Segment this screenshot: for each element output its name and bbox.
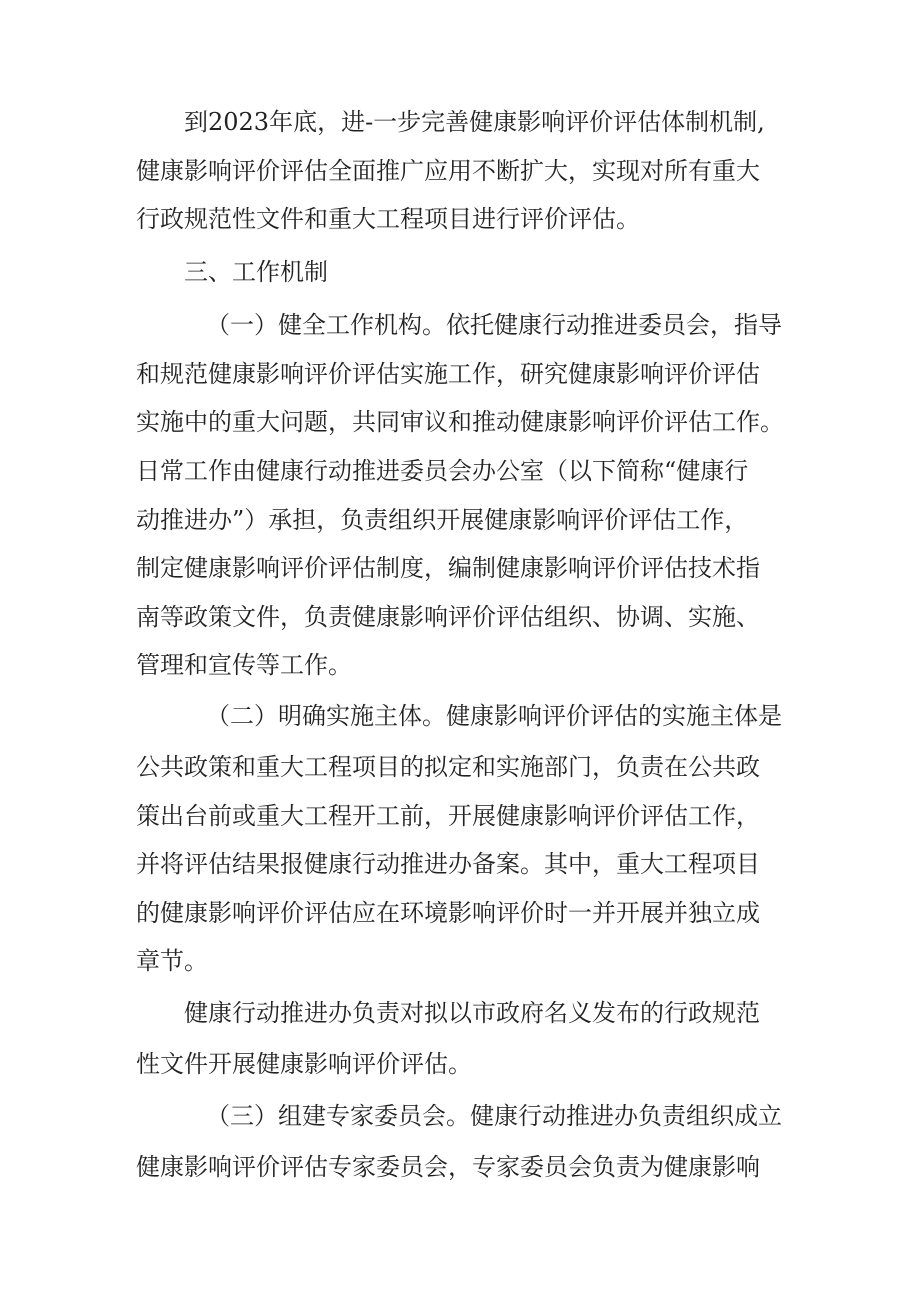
heading-text: 三、工作机制 bbox=[184, 257, 328, 286]
paragraph-line: 策出台前或重大工程开工前，开展健康影响评价评估工作， bbox=[136, 801, 760, 830]
paragraph-line: 章节。 bbox=[136, 947, 208, 976]
paragraph-line: 制定健康影响评价评估制度，编制健康影响评价评估技术指 bbox=[136, 554, 760, 583]
paragraph-line: （二）明确实施主体。健康影响评价评估的实施主体是 bbox=[206, 701, 782, 730]
paragraph-line: 性文件开展健康影响评价评估。 bbox=[136, 1049, 472, 1078]
paragraph-line: 到2023年底，进-一步完善健康影响评价评估体制机制, bbox=[184, 108, 765, 136]
paragraph-work-organization bbox=[136, 300, 800, 690]
paragraph-line: 和规范健康影响评价评估实施工作，研究健康影响评价评估 bbox=[136, 359, 760, 388]
paragraph-goal-2023 bbox=[136, 98, 800, 244]
paragraph-line: 并将评估结果报健康行动推进办备案。其中，重大工程项目 bbox=[136, 850, 760, 879]
paragraph-implementation-subject bbox=[136, 690, 800, 986]
section-heading bbox=[136, 244, 800, 300]
paragraph-line: 日常工作由健康行动推进委员会办公室（以下简称“健康行 bbox=[136, 456, 749, 485]
paragraph-line: 动推进办”）承担，负责组织开展健康影响评价评估工作， bbox=[136, 505, 749, 534]
paragraph-line: 行政规范性文件和重大工程项目进行评价评估。 bbox=[136, 205, 640, 234]
paragraph-expert-committee bbox=[136, 1089, 800, 1192]
paragraph-line: （三）组建专家委员会。健康行动推进办负责组织成立 bbox=[206, 1101, 782, 1130]
paragraph-regulatory-documents bbox=[136, 986, 800, 1089]
paragraph-line: 管理和宣传等工作。 bbox=[136, 651, 352, 680]
document-body bbox=[136, 98, 800, 1191]
paragraph-line: （一）健全工作机构。依托健康行动推进委员会，指导 bbox=[206, 310, 782, 339]
paragraph-line: 健康行动推进办负责对拟以市政府名义发布的行政规范 bbox=[184, 998, 760, 1027]
paragraph-line: 健康影响评价评估专家委员会，专家委员会负责为健康影响 bbox=[136, 1152, 760, 1181]
paragraph-line: 的健康影响评价评估应在环境影响评价时一并开展并独立成 bbox=[136, 898, 760, 927]
paragraph-line: 南等政策文件，负责健康影响评价评估组织、协调、实施、 bbox=[136, 602, 760, 631]
paragraph-line: 公共政策和重大工程项目的拟定和实施部门，负责在公共政 bbox=[136, 752, 760, 781]
paragraph-line: 实施中的重大问题，共同审议和推动健康影响评价评估工作。 bbox=[136, 408, 784, 437]
paragraph-line: 健康影响评价评估全面推广应用不断扩大，实现对所有重大 bbox=[136, 156, 760, 185]
